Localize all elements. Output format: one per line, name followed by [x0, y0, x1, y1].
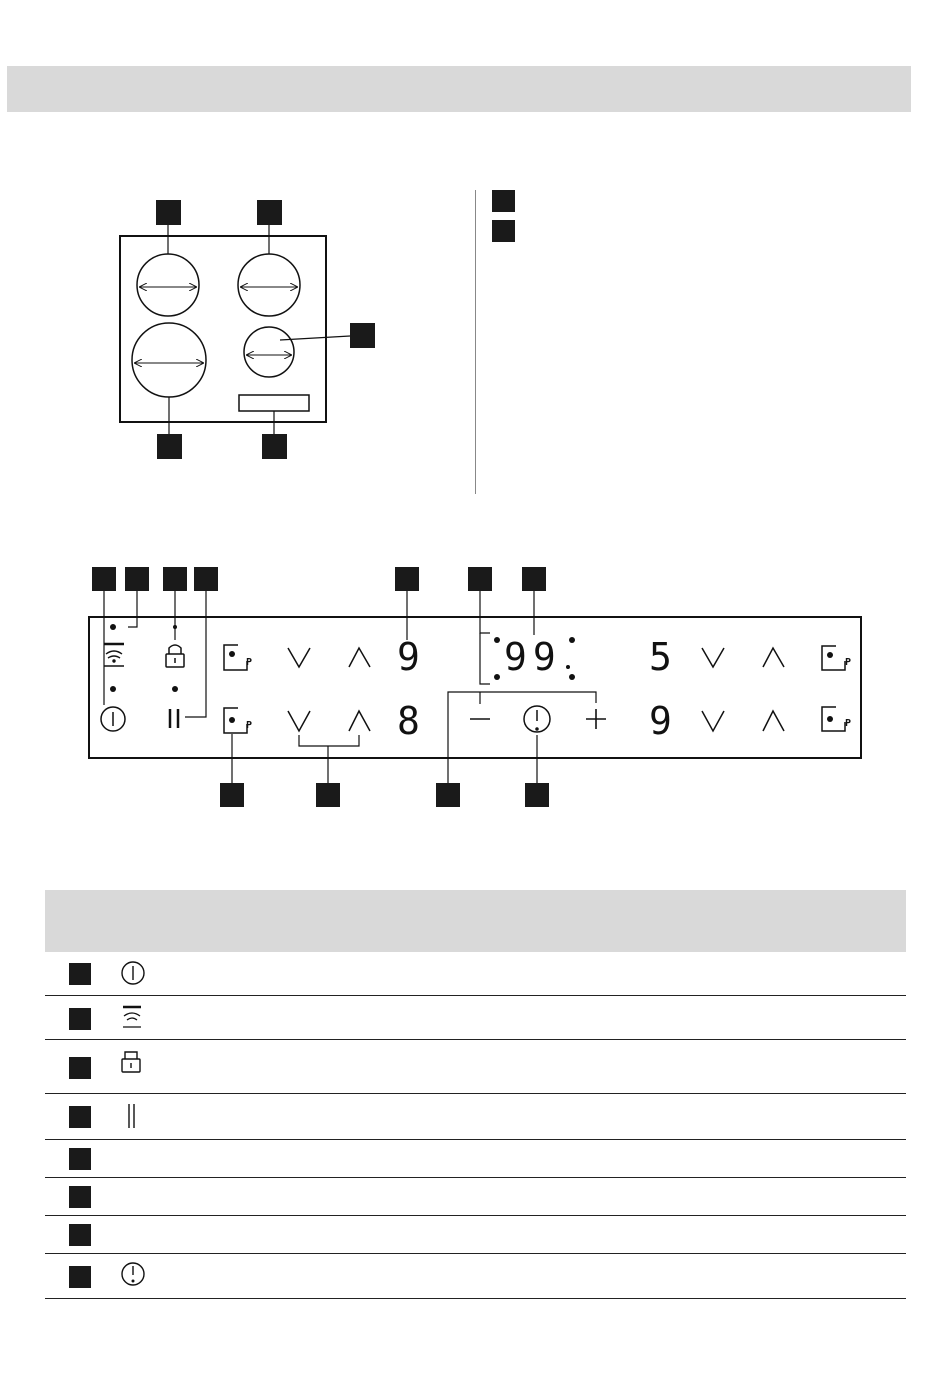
- booster-icon: [224, 645, 247, 670]
- table-row: [45, 1140, 906, 1178]
- booster-icon: [822, 707, 845, 731]
- display-zone-front-right: 9: [649, 699, 672, 743]
- row-marker: [69, 1106, 91, 1128]
- table-row: [45, 1094, 906, 1140]
- display-zone-rear-left: 9: [397, 635, 420, 679]
- power-icon: [101, 707, 125, 731]
- decrease-icon: [288, 648, 310, 667]
- table-header: [45, 890, 906, 952]
- decrease-icon: [288, 711, 310, 731]
- table-row: [45, 996, 906, 1040]
- decrease-icon: [702, 711, 724, 731]
- timer-plus-icon: [586, 709, 606, 729]
- row-marker: [69, 1008, 91, 1030]
- row-marker: [69, 1148, 91, 1170]
- display-zone-front-left: 8: [397, 699, 420, 743]
- row-marker: [69, 1186, 91, 1208]
- pause-icon: [119, 1102, 147, 1130]
- hob2hood-icon: [119, 1004, 147, 1032]
- row-marker: [69, 963, 91, 985]
- decrease-icon: [702, 648, 724, 667]
- table-row: [45, 1178, 906, 1216]
- svg-text:P: P: [845, 657, 852, 668]
- table-row: [45, 1254, 906, 1299]
- booster-icon: [224, 708, 247, 733]
- indicator-dot: [110, 686, 116, 692]
- svg-text:P: P: [246, 720, 253, 731]
- timer-icon: [524, 706, 550, 732]
- svg-text:P: P: [845, 718, 852, 729]
- indicator-dot: [172, 686, 178, 692]
- booster-icon: [822, 646, 845, 670]
- display-timer: 99: [504, 635, 562, 679]
- row-marker: [69, 1224, 91, 1246]
- timer-icon: [119, 1260, 147, 1288]
- power-icon: [119, 959, 147, 987]
- pause-icon: [170, 709, 178, 728]
- hob2hood-icon: [104, 644, 124, 666]
- lock-icon: [119, 1048, 147, 1076]
- table-row: [45, 952, 906, 996]
- table-row: [45, 1040, 906, 1094]
- table-row: [45, 1216, 906, 1254]
- svg-text:P: P: [246, 657, 253, 668]
- increase-icon: [763, 711, 784, 731]
- row-marker: [69, 1057, 91, 1079]
- increase-icon: [349, 648, 370, 667]
- increase-icon: [349, 711, 370, 731]
- increase-icon: [763, 648, 784, 667]
- display-zone-rear-right: 5: [649, 635, 672, 679]
- panel-frame: [89, 617, 861, 758]
- indicator-dot: [173, 625, 177, 629]
- row-marker: [69, 1266, 91, 1288]
- indicator-dot: [110, 624, 116, 630]
- lock-icon: [166, 645, 184, 667]
